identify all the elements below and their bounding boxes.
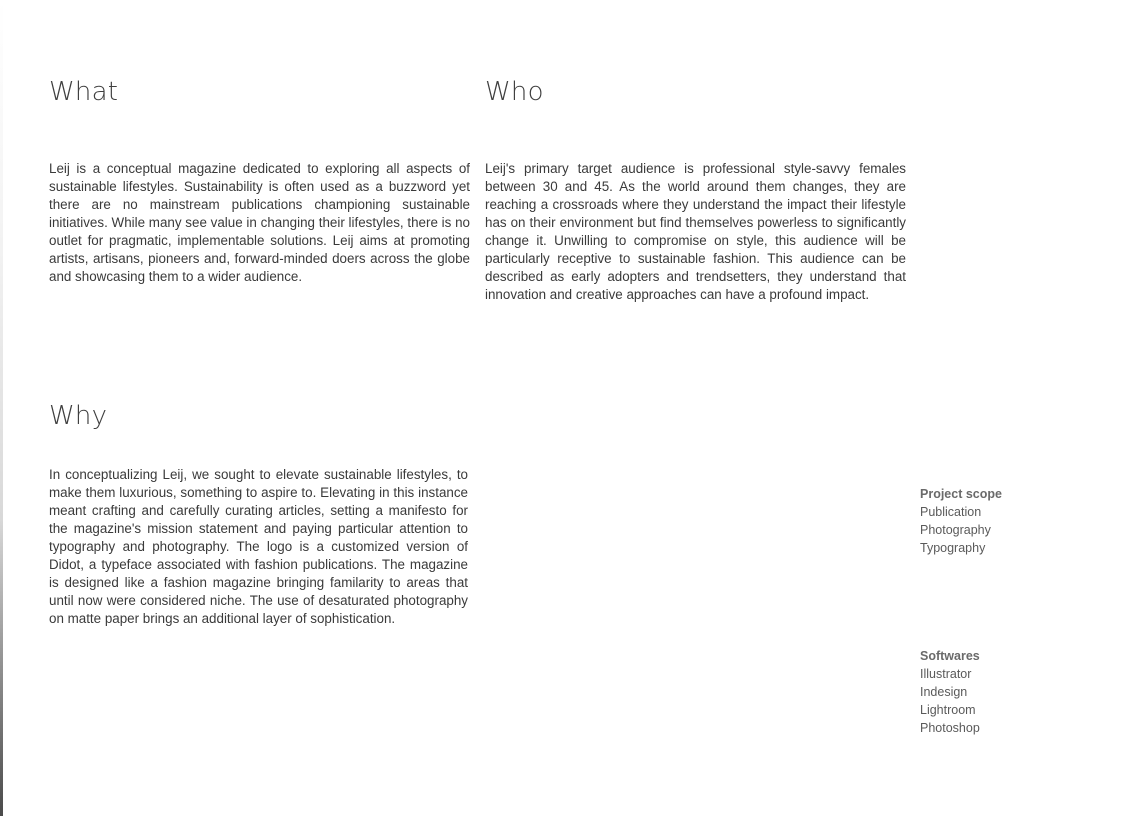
what-body: Leij is a conceptual magazine dedicated to exploring all aspects of sustainable lifestyles. Sustainability is often used as a buzzword yet there are no mainstream publications championing sustainable initiatives. While many see value in changing their lifestyles, there is no outlet for pragmatic, implementable solutions. Leij aims at promoting artists, artisans, pioneers and, forward-minded doers across the globe and showcasing them to a wider audience. xyxy=(49,161,470,284)
who-body: Leij's primary target audience is professional style-savvy females between 30 and 45. As the world around them changes, they are reaching a crossroads where they understand the impact their lifestyle has on their environment but find themselves powerless to significantly change it. Unwilling to compromise on style, this audience will be particularly receptive to sustainable fashion. This audience can be described as early adopters and trendsetters, they understand that innovation and creative approaches can have a profound impact. xyxy=(485,161,906,302)
softwares-item: Indesign xyxy=(920,685,968,699)
why-heading: Why xyxy=(49,401,108,431)
project-scope-item: Publication xyxy=(920,505,982,519)
who-heading: Who xyxy=(485,77,544,107)
project-scope-list xyxy=(920,503,1002,557)
project-scope-item: Typography xyxy=(920,541,986,555)
softwares-item: Photoshop xyxy=(920,721,980,735)
project-scope-title: Project scope xyxy=(920,487,1002,501)
softwares-title: Softwares xyxy=(920,649,980,663)
softwares-list xyxy=(920,665,980,737)
what-heading: What xyxy=(49,77,119,107)
project-scope-block xyxy=(920,485,1002,557)
softwares-item: Lightroom xyxy=(920,703,976,717)
softwares-block xyxy=(920,647,980,737)
project-scope-item: Photography xyxy=(920,523,991,537)
why-body: In conceptualizing Leij, we sought to elevate sustainable lifestyles, to make them luxurious, something to aspire to. Elevating in this instance meant crafting and carefully curating articles, setting a manifesto for the magazine's mission statement and paying particular attention to typography and photography. The logo is a customized version of Didot, a typeface associated with fashion publications. The magazine is designed like a fashion magazine bringing familarity to areas that until now were considered niche. The use of desaturated photography on matte paper brings an additional layer of sophistication. xyxy=(49,467,468,626)
softwares-item: Illustrator xyxy=(920,667,972,681)
page-edge-strip xyxy=(0,0,3,816)
